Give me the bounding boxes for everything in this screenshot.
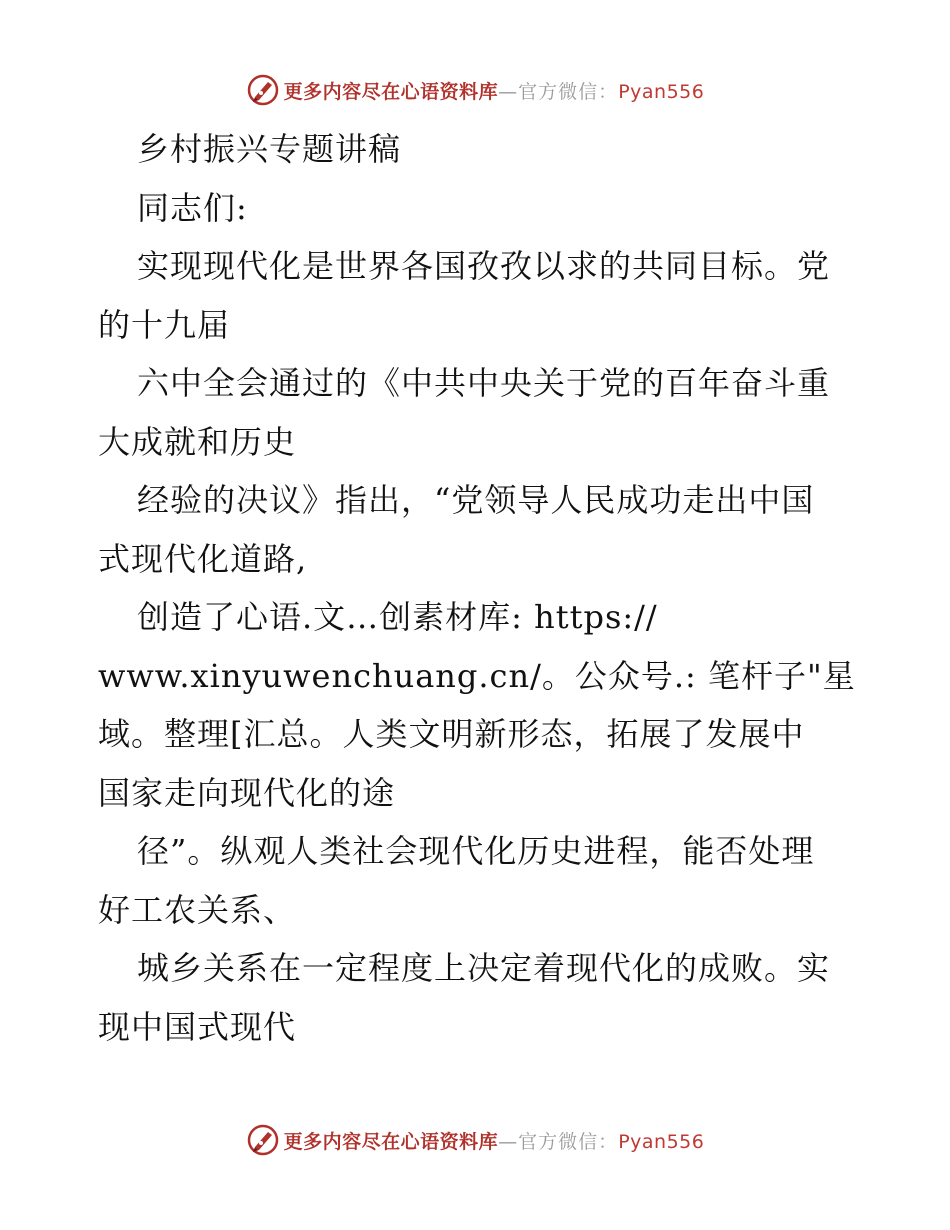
footer-banner	[0, 1120, 950, 1160]
banner-text: 更多内容尽在心语资料库—官方微信：Pyan556	[283, 1130, 705, 1153]
text-line: 径”。纵观人类社会现代化历史进程，能否处理	[137, 832, 815, 870]
salutation: 同志们:	[137, 188, 248, 227]
text-line: 国家走向现代化的途	[98, 773, 396, 812]
pen-logo-icon	[246, 73, 280, 107]
document-title: 乡村振兴专题讲稿	[137, 130, 402, 168]
text-line: www.xinyuwenchuang.cn/。公众号.: 笔杆子"星	[98, 656, 856, 695]
pen-logo-icon	[246, 1123, 280, 1157]
text-line: 现中国式现代	[98, 1007, 297, 1046]
text-line: 经验的决议》指出，“党领导人民成功走出中国	[137, 481, 815, 519]
text-line: 六中全会通过的《中共中央关于党的百年奋斗重	[137, 364, 831, 402]
banner-text: 更多内容尽在心语资料库—官方微信：Pyan556	[283, 80, 705, 103]
text-line: 创造了心语.文…创素材库: https://	[137, 598, 658, 636]
text-line: 的十九届	[98, 305, 231, 344]
text-line: 大成就和历史	[98, 422, 297, 461]
header-banner	[0, 70, 950, 110]
document-body	[98, 120, 858, 1056]
text-line: 式现代化道路,	[98, 539, 308, 578]
text-line: 域。整理[汇总。人类文明新形态，拓展了发展中	[98, 715, 805, 753]
text-line: 城乡关系在一定程度上决定着现代化的成败。实	[137, 949, 831, 987]
text-line: 好工农关系、	[98, 890, 297, 929]
text-line: 实现现代化是世界各国孜孜以求的共同目标。党	[137, 247, 831, 285]
